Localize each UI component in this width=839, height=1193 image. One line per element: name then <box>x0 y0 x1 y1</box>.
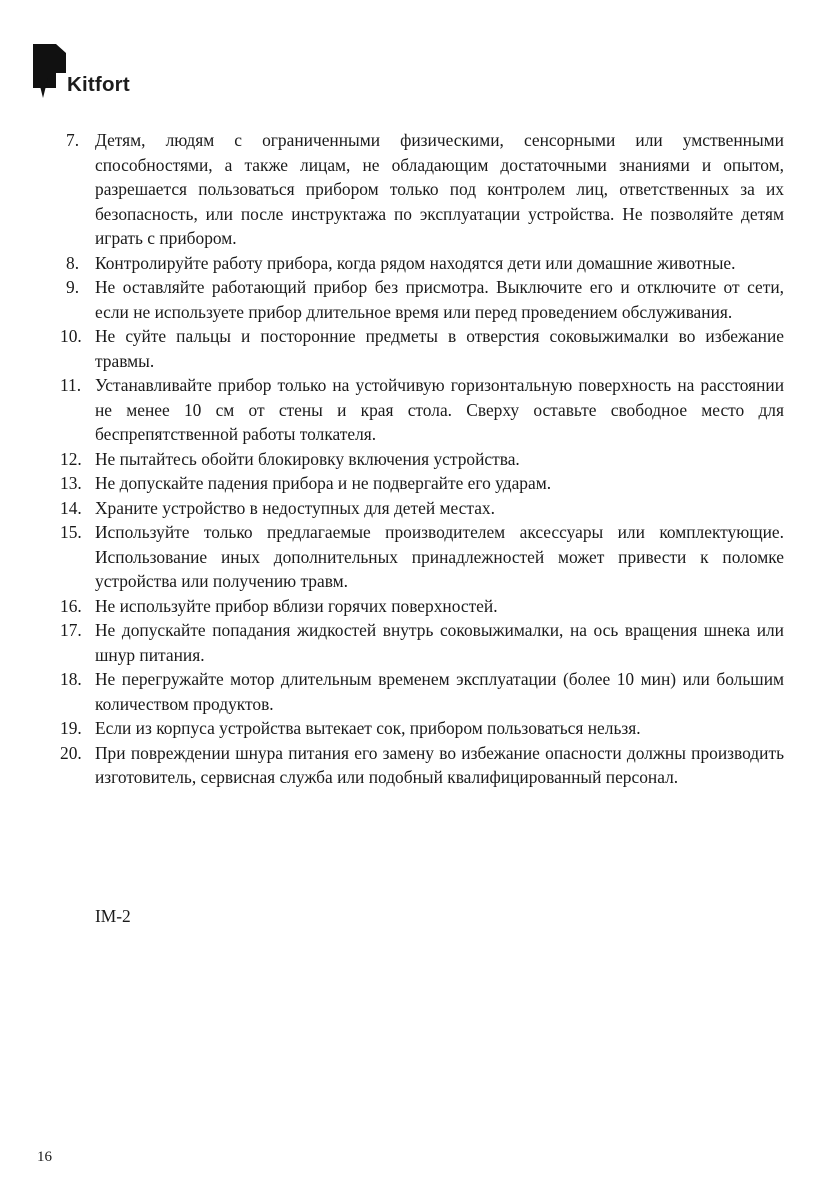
list-item <box>60 716 784 741</box>
list-item-text: Устанавливайте прибор только на устойчивую горизонтальную поверхность на расстоянии не менее 10 см от стены и края стола. Сверху оставьте свободное место для беспрепятственной работы толкателя. <box>95 375 784 444</box>
list-item <box>60 594 784 619</box>
list-item-number: 11. <box>60 375 82 395</box>
list-item-number: 17. <box>60 620 82 640</box>
page-number: 16 <box>37 1149 52 1165</box>
list-item-text: Не используйте прибор вблизи горячих поверхностей. <box>95 595 498 616</box>
list-item-number: 13. <box>60 473 82 493</box>
list-item <box>60 128 784 251</box>
list-item <box>60 667 784 716</box>
list-item-number: 9. <box>66 277 80 297</box>
list-item-text: Контролируйте работу прибора, когда рядом находятся дети или домашние животные. <box>95 252 736 273</box>
list-item <box>60 618 784 667</box>
list-item <box>60 251 784 276</box>
list-item <box>60 496 784 521</box>
list-item <box>60 447 784 472</box>
list-item-number: 14. <box>60 497 82 518</box>
list-item <box>60 275 784 324</box>
list-item <box>60 520 784 594</box>
list-item-text: Не допускайте попадания жидкостей внутрь соковыжималки, на ось вращения шнека или шнур питания. <box>95 620 784 665</box>
list-item <box>60 741 784 790</box>
list-item-text: Если из корпуса устройства вытекает сок, прибором пользоваться нельзя. <box>95 718 641 738</box>
list-item-text: Не оставляйте работающий прибор без присмотра. Выключите его и отключите от сети, если не используете прибор длительное время или перед проведением обслуживания. <box>95 277 784 322</box>
list-item-number: 7. <box>66 130 80 150</box>
list-item-number: 8. <box>66 252 80 273</box>
list-item-number: 15. <box>60 522 82 542</box>
list-item-text: Используйте только предлагаемые производителем аксессуары или комплектующие. Использование иных дополнительных принадлежностей может привести к поломке устройства или получению травм. <box>95 522 784 591</box>
list-item-number: 19. <box>60 718 82 738</box>
list-item-text: Детям, людям с ограниченными физическими, сенсорными или умственными способностями, а также лицам, не обладающим достаточными знаниями и опытом, разрешается пользоваться прибором только под контролем лиц, ответственных за их безопасность, или после инструктажа по эксплуатации устройства. Не позволяйте детям играть с прибором. <box>95 130 784 248</box>
list-item-number: 16. <box>60 595 82 616</box>
list-item-text: Храните устройство в недоступных для детей местах. <box>95 497 495 518</box>
brand-name: Kitfort <box>67 73 130 96</box>
list-item-number: 18. <box>60 669 82 689</box>
list-item <box>60 471 784 496</box>
list-item-text: Не допускайте падения прибора и не подвергайте его ударам. <box>95 473 552 493</box>
list-item-text: Не пытайтесь обойти блокировку включения устройства. <box>95 448 520 469</box>
safety-instructions <box>60 128 784 790</box>
list-item-number: 10. <box>60 326 82 346</box>
list-item-text: Не суйте пальцы и посторонние предметы в отверстия соковыжималки во избежание травмы. <box>95 326 784 371</box>
list-item <box>60 373 784 447</box>
kitfort-logo <box>33 44 173 100</box>
list-item-number: 20. <box>60 742 82 763</box>
instructions-list <box>60 128 784 790</box>
list-item-text: Не перегружайте мотор длительным временем эксплуатации (более 10 мин) или большим количеством продуктов. <box>95 669 784 714</box>
model-code: IM-2 <box>95 906 131 926</box>
list-item <box>60 324 784 373</box>
kitfort-logo-mark-icon <box>33 44 67 100</box>
list-item-text: При повреждении шнура питания его замену во избежание опасности должны производить изготовитель, сервисная служба или подобный квалифицированный персонал. <box>95 742 784 787</box>
list-item-number: 12. <box>60 448 82 469</box>
